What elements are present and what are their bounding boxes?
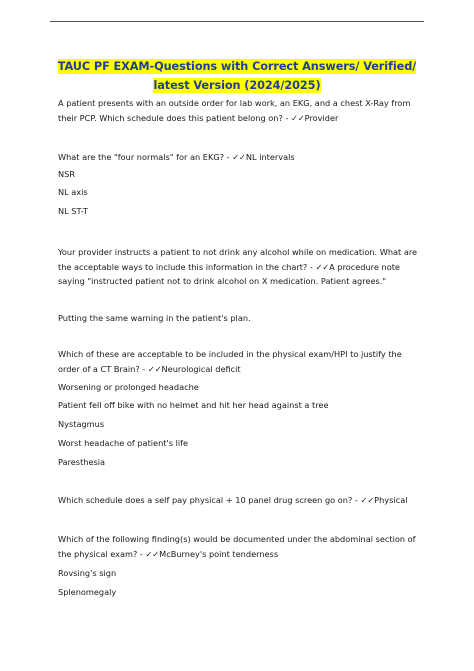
answer-line: Rovsing's sign xyxy=(58,568,117,578)
question-paragraph: A patient presents with an outside order for lab work, an EKG, and a chest X-Ray from their PCP. Which schedule does this patient belong on? - ✓✓Provider xyxy=(58,98,414,123)
answer-line: Worsening or prolonged headache xyxy=(58,382,199,392)
question-paragraph: Which of these are acceptable to be included in the physical exam/HPI to justify the order of a CT Brain? - ✓✓Neurological deficit xyxy=(58,349,405,374)
answer-line: Splenomegaly xyxy=(58,587,117,597)
top-rule xyxy=(50,21,424,22)
answer-line: Worst headache of patient's life xyxy=(58,438,189,448)
answer-line: NSR xyxy=(58,169,76,179)
document-title: TAUC PF EXAM-Questions with Correct Answers/ Verified/ latest Version (2024/2025) xyxy=(57,60,417,92)
title-block xyxy=(50,56,424,94)
question-paragraph: Which of the following finding(s) would be documented under the abdominal section of the physical exam? - ✓✓McBurney's point tenderness xyxy=(58,534,419,559)
question-paragraph: Your provider instructs a patient to not drink any alcohol while on medication. What are the acceptable ways to include this information in the chart? - ✓✓A procedure note saying "instructed patient not to drink alcohol on X medication. Patient agrees." xyxy=(58,247,420,286)
answer-line: Paresthesia xyxy=(58,457,106,467)
question-paragraph: Which schedule does a self pay physical + 10 panel drug screen go on? - ✓✓Physical xyxy=(58,495,408,505)
answer-line: NL axis xyxy=(58,187,88,197)
answer-line: Patient fell off bike with no helmet and hit her head against a tree xyxy=(58,400,329,410)
answer-line: Nystagmus xyxy=(58,419,105,429)
answer-line: Putting the same warning in the patient's plan. xyxy=(58,313,251,323)
question-paragraph: What are the "four normals" for an EKG? - ✓✓NL intervals xyxy=(58,152,295,162)
answer-line: NL ST-T xyxy=(58,206,88,216)
